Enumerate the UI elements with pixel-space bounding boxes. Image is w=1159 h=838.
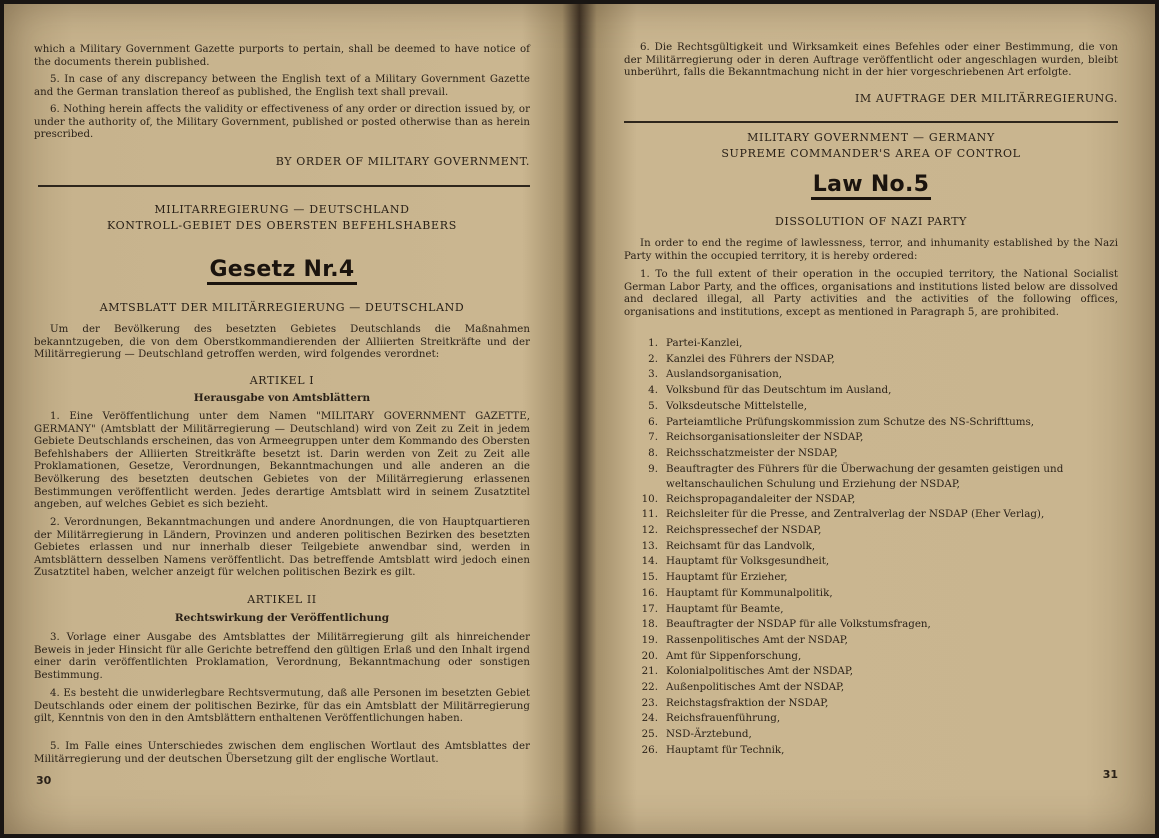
list-item: 8. Reichsschatzmeister der NSDAP,: [648, 446, 838, 459]
list-item: 9. Beauftragter des Führers für die Überwachung der gesamten geistigen und weltanschaulichen Schulung und Erziehung der NSDAP,: [648, 462, 1064, 490]
book-spread: [4, 4, 1155, 834]
heading-line-1: MILITARREGIERUNG — DEUTSCHLAND: [154, 203, 410, 216]
list-item: 1. Partei-Kanzlei,: [648, 337, 743, 349]
list-item: 21. Kolonialpolitisches Amt der NSDAP,: [641, 665, 853, 678]
paragraph-4: 4. Es besteht die unwiderlegbare Rechtsvermutung, daß alle Personen im besetzten Gebiet Deutschlands oder einem der politischen Bezirke, für das ein Amtsblatt der Militärregierung gilt, Kenntnis von den in den Amtsblättern enthaltenen Veröffentlichungen haben.: [34, 688, 530, 725]
paragraph-5-english: 5. In case of any discrepancy between the English text of a Military Government Gazette and the German translation thereof as published, the English text shall prevail.: [34, 74, 530, 98]
list-item: 14. Hauptamt für Volksgesundheit,: [641, 555, 830, 568]
left-page: [34, 4, 530, 834]
paragraph-6-english: 6. Nothing herein affects the validity or effectiveness of any order or direction issued by, or under the authority of, the Military Government, published or posted otherwise than as herein prescribed.: [34, 104, 530, 141]
preamble: In order to end the regime of lawlessness, terror, and inhumanity established by the Nazi Party within the occupied territory, it is hereby ordered:: [624, 238, 1118, 262]
subtitle: DISSOLUTION OF NAZI PARTY: [774, 215, 968, 228]
intro-paragraph: which a Military Government Gazette purports to pertain, shall be deemed to have notice of the documents therein published.: [34, 44, 530, 68]
list-item: 16. Hauptamt für Kommunalpolitik,: [641, 586, 833, 599]
list-item: 5. Volksdeutsche Mittelstelle,: [648, 399, 807, 412]
subtitle: AMTSBLATT DER MILITÄRREGIERUNG — DEUTSCHLAND: [99, 301, 465, 314]
artikel-1-subheading: Herausgabe von Amtsblättern: [193, 392, 371, 404]
list-item: 6. Parteiamtliche Prüfungskommission zum Schutze des NS-Schrifttums,: [648, 415, 1035, 428]
list-item: 20. Amt für Sippenforschung,: [641, 649, 802, 662]
artikel-1-heading: ARTIKEL I: [249, 374, 315, 387]
list-item: 13. Reichsamt für das Landvolk,: [641, 539, 816, 552]
list-item: 25. NSD-Ärztebund,: [641, 728, 752, 741]
preamble: Um der Bevölkerung des besetzten Gebietes Deutschlands die Maßnahmen bekanntzugeben, die von dem Oberstkommandierenden der Alliierten Streitkräfte und der Militärregierung — Deutschland getroffen werden, wird folgendes verordnet:: [34, 324, 530, 361]
list-item: 11. Reichsleiter für die Presse, and Zentralverlag der NSDAP (Eher Verlag),: [641, 508, 1045, 521]
law-title: Law No.5: [624, 172, 1118, 197]
list-item: 22. Außenpolitisches Amt der NSDAP,: [641, 681, 845, 694]
list-item: 7. Reichsorganisationsleiter der NSDAP,: [648, 431, 864, 444]
paragraph-5: 5. Im Falle eines Unterschiedes zwischen dem englischen Wortlaut des Amtsblattes der Militärregierung und der deutschen Übersetzung gilt der englische Wortlaut.: [34, 741, 530, 765]
divider: [38, 185, 530, 187]
list-item: 18. Beauftragter der NSDAP für alle Volkstumsfragen,: [641, 618, 931, 631]
list-item: 26. Hauptamt für Technik,: [641, 743, 785, 756]
paragraph-2: 2. Verordnungen, Bekanntmachungen und andere Anordnungen, die von Hauptquartieren der Militärregierung in Ländern, Provinzen und anderen politischen Bezirken des besetzten Gebietes erlassen und nur innerhalb dieser Teilgebiete anwendbar sind, werden in Amtsblättern desselben Namens veröffentlicht. Das betreffende Amtsblatt wird jedoch einen Zusatztitel haben, welcher anzeigt für welchen politischen Bezirk es gilt.: [34, 517, 530, 579]
list-item: 12. Reichspressechef der NSDAP,: [641, 524, 822, 537]
artikel-2-heading: ARTIKEL II: [247, 593, 317, 606]
heading-line-1: MILITARY GOVERNMENT — GERMANY: [747, 131, 995, 144]
list-item: 10. Reichspropagandaleiter der NSDAP,: [641, 492, 856, 505]
list-item: 3. Auslandsorganisation,: [648, 368, 783, 381]
list-item: 15. Hauptamt für Erzieher,: [641, 571, 788, 584]
heading-line-2: SUPREME COMMANDER'S AREA OF CONTROL: [721, 147, 1021, 160]
heading-line-2: KONTROLL-GEBIET DES OBERSTEN BEFEHLSHABERS: [106, 219, 458, 232]
signoff: IM AUFTRAGE DER MILITÄRREGIERUNG.: [854, 92, 1118, 105]
divider: [624, 121, 1118, 123]
paragraph-1: 1. Eine Veröffentlichung unter dem Namen "MILITARY GOVERNMENT GAZETTE, GERMANY" (Amtsblatt der Militärregierung — Deutschland) wird von Zeit zu Zeit in jedem Gebiete Deutschlands erscheinen, das von Armeegruppen unter dem Kommando des Obersten Befehlshabers der Alliierten Streitkräfte besetzt ist. Darin werden von Zeit zu Zeit alle Proklamationen, Gesetze, Verordnungen, Bekanntmachungen und alle anderen an die Bevölkerung des besetzten deutschen Gebietes von der Militärregierung erlassenen Bestimmungen veröffentlicht werden. Jedes derartige Amtsblatt wird in seinem Zusatztitel angeben, auf welches Gebiet es sich bezieht.: [34, 411, 530, 511]
law-title: Gesetz Nr.4: [34, 257, 530, 282]
paragraph-3: 3. Vorlage einer Ausgabe des Amtsblattes der Militärregierung gilt als hinreichender Beweis in jeder Hinsicht für alle Gerichte betreffend den gültigen Erlaß und den Inhalt irgend einer darin veröffentlichten Proklamation, Verordnung, Bekanntmachung oder sonstigen Bestimmung.: [34, 632, 530, 681]
right-page: [624, 4, 1118, 834]
list-item: 4. Volksbund für das Deutschtum im Ausland,: [648, 384, 892, 397]
list-item: 2. Kanzlei des Führers der NSDAP,: [648, 352, 835, 365]
dissolved-organisations-list: [624, 336, 1094, 759]
paragraph-1: 1. To the full extent of their operation in the occupied territory, the National Socialist German Labor Party, and the offices, organisations and institutions listed below are dissolved and declared illegal, all Party activities and the activities of the following offices, organisations and institutions, except as mentioned in Paragraph 5, are prohibited.: [624, 269, 1118, 318]
paragraph-6-german: 6. Die Rechtsgültigkeit und Wirksamkeit eines Befehles oder einer Bestimmung, die von der Militärregierung oder in deren Auftrage veröffentlicht oder angeschlagen wurden, bleibt unberührt, falls die Bekanntmachung nicht in der hier vorgeschriebenen Art erfolgte.: [624, 42, 1118, 79]
page-number-left: 30: [36, 774, 52, 787]
artikel-2-subheading: Rechtswirkung der Veröffentlichung: [174, 612, 390, 624]
signoff: BY ORDER OF MILITARY GOVERNMENT.: [275, 155, 530, 168]
list-item: 24. Reichsfrauenführung,: [641, 712, 781, 725]
list-item: 19. Rassenpolitisches Amt der NSDAP,: [641, 633, 848, 646]
list-item: 23. Reichstagsfraktion der NSDAP,: [641, 696, 829, 709]
page-number-right: 31: [1102, 768, 1118, 781]
list-item: 17. Hauptamt für Beamte,: [641, 602, 784, 615]
